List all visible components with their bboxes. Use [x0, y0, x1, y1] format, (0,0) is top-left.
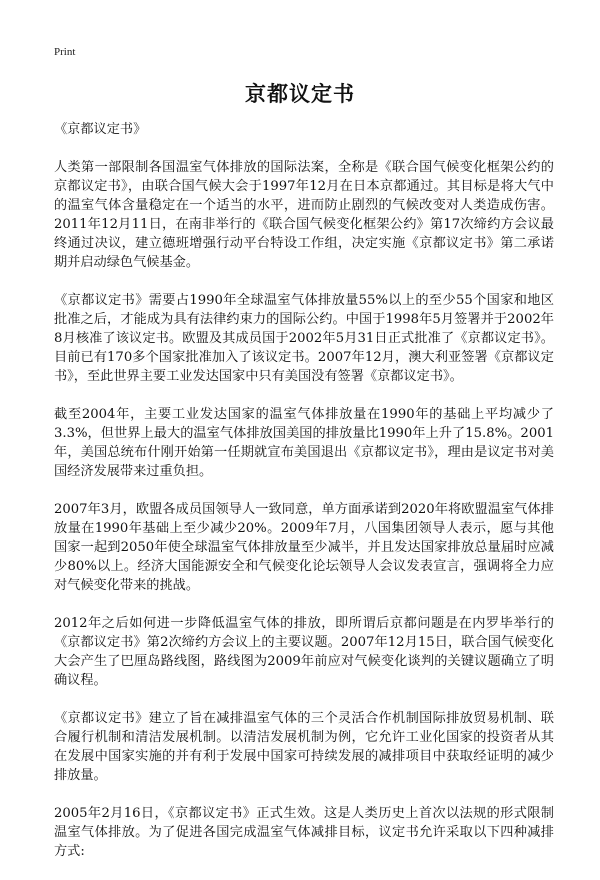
paragraph-eu-commitment: 2007年3月，欧盟各成员国领导人一致同意，单方面承诺到2020年将欧盟温室气体排放量在1990年基础上至少减少20%。2009年7月，八国集团领导人表示，愿与其他国家一起到2050年使全球温室气体排放量至少减半，并且发达国家排放总量届时应减少80%以上。经济大国能源安全和气候变化论坛领导人会议发表宣言，强调将全力应对气候变化带来的挑战。 [54, 502, 554, 593]
document-subtitle: 《京都议定书》 [54, 122, 147, 137]
paragraph-emissions-2004: 截至2004年，主要工业发达国家的温室气体排放量在1990年的基础上平均减少了3.3%，但世界上最大的温室气体排放国美国的排放量比1990年上升了15.8%。2001年，美国总统布什刚开始第一任期就宣布美国退出《京都议定书》，理由是议定书对美国经济发展带来过重负担。 [54, 407, 554, 479]
page-title: 京都议定书 [245, 82, 355, 106]
paragraph-ratification: 《京都议定书》需要占1990年全球温室气体排放量55%以上的至少55个国家和地区批准之后，才能成为具有法律约束力的国际公约。中国于1998年5月签署并于2002年8月核准了该议定书。欧盟及其成员国于2002年5月31日正式批准了《京都议定书》。目前已有170多个国家批准加入了该议定书。2007年12月，澳大利亚签署《京都议定书》，至此世界主要工业发达国家中只有美国没有签署《京都议定书》。 [54, 293, 554, 384]
print-link[interactable]: Print [54, 46, 76, 58]
paragraph-post-kyoto: 2012年之后如何进一步降低温室气体的排放，即所谓后京都问题是在内罗毕举行的《京都议定书》第2次缔约方会议上的主要议题。2007年12月15日，联合国气候变化大会产生了巴厘岛路线图，路线图为2009年前应对气候变化谈判的关键议题确立了明确议程。 [54, 616, 554, 688]
paragraph-intro: 人类第一部限制各国温室气体排放的国际法案，全称是《联合国气候变化框架公约的京都议定书》，由联合国气候大会于1997年12月在日本京都通过。其目标是将大气中的温室气体含量稳定在一个适当的水平，进而防止剧烈的气候改变对人类造成伤害。2011年12月11日，在南非举行的《联合国气候变化框架公约》第17次缔约方会议最终通过决议，建立德班增强行动平台特设工作组，决定实施《京都议定书》第二承诺期并启动绿色气候基金。 [54, 160, 554, 270]
paragraph-mechanisms: 《京都议定书》建立了旨在减排温室气体的三个灵活合作机制国际排放贸易机制、联合履行机制和清洁发展机制。以清洁发展机制为例，它允许工业化国家的投资者从其在发展中国家实施的并有利于发展中国家可持续发展的减排项目中获取经证明的减少排放量。 [54, 711, 554, 783]
document-body [54, 120, 554, 880]
paragraph-entry-into-force: 2005年2月16日，《京都议定书》正式生效。这是人类历史上首次以法规的形式限制温室气体排放。为了促进各国完成温室气体减排目标，议定书允许采取以下四种减排方式: [54, 806, 554, 859]
